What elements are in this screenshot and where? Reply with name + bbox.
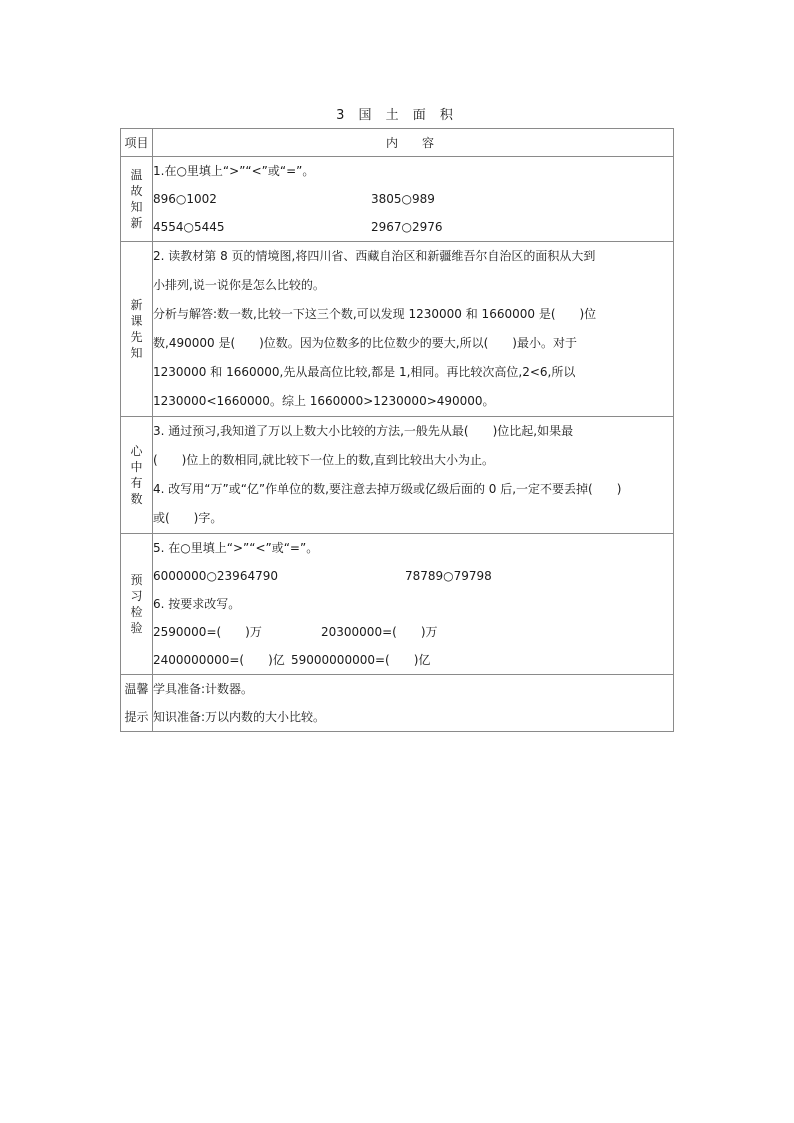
- compare-item: 3805○989: [371, 192, 435, 206]
- compare-item: 4554○5445: [153, 220, 225, 234]
- section-mind-label: 心 中 有 数: [121, 417, 153, 534]
- text-line: 2. 读教材第 8 页的情境图,将四川省、西藏自治区和新疆维吾尔自治区的面积从大到: [153, 249, 596, 263]
- compare-item: 2967○2976: [371, 220, 443, 234]
- section-mind-content: [153, 417, 674, 534]
- hint-line: 知识准备:万以内数的大小比较。: [153, 710, 326, 724]
- text-line: 4. 改写用“万”或“亿”作单位的数,要注意去掉万级或亿级后面的 0 后,一定不要丢掉( ): [153, 482, 622, 496]
- rewrite-item: 59000000000=( )亿: [291, 653, 431, 667]
- section-review: [121, 157, 674, 242]
- compare-item: 78789○79798: [405, 569, 492, 583]
- question-5-instruction: 5. 在○里填上“>”“<”或“=”。: [153, 541, 319, 555]
- section-check-content: [153, 534, 674, 675]
- question-6-row: [153, 618, 673, 646]
- text-line: 小排列,说一说你是怎么比较的。: [153, 278, 325, 292]
- section-hint-content: [153, 675, 674, 732]
- question-1-row: [153, 185, 673, 213]
- text-line: 分析与解答:数一数,比较一下这三个数,可以发现 1230000 和 1660000 是( )位: [153, 307, 597, 321]
- text-line: 3. 通过预习,我知道了万以上数大小比较的方法,一般先从最( )位比起,如果最: [153, 424, 574, 438]
- section-check: [121, 534, 674, 675]
- question-1-instruction: 1.在○里填上“>”“<”或“=”。: [153, 164, 315, 178]
- rewrite-item: 2590000=( )万: [153, 625, 262, 639]
- text-line: ( )位上的数相同,就比较下一位上的数,直到比较出大小为止。: [153, 453, 494, 467]
- text-line: 数,490000 是( )位数。因为位数多的比位数少的要大,所以( )最小。对于: [153, 336, 577, 350]
- page-title: 3 国 土 面 积: [336, 108, 458, 123]
- text-line: 1230000<1660000。综上 1660000>1230000>490000。: [153, 394, 495, 408]
- section-hint-label: 温馨 提示: [121, 675, 153, 732]
- text-line: 或( )字。: [153, 511, 223, 525]
- preview-table: [120, 128, 674, 732]
- text-line: 1230000 和 1660000,先从最高位比较,都是 1,相同。再比较次高位,2<6,所以: [153, 365, 576, 379]
- section-new: [121, 242, 674, 417]
- section-hint: [121, 675, 674, 732]
- rewrite-item: 20300000=( )万: [321, 625, 438, 639]
- section-new-content: [153, 242, 674, 417]
- question-6-row: [153, 646, 673, 674]
- question-6-instruction: 6. 按要求改写。: [153, 597, 241, 611]
- section-check-label: 预 习 检 验: [121, 534, 153, 675]
- section-review-label: 温 故 知 新: [121, 157, 153, 242]
- question-5-row: [153, 562, 673, 590]
- section-review-content: [153, 157, 674, 242]
- question-1-row: [153, 213, 673, 241]
- section-new-label: 新 课 先 知: [121, 242, 153, 417]
- section-mind: [121, 417, 674, 534]
- header-content-label: 内 容: [153, 129, 674, 157]
- compare-item: 6000000○23964790: [153, 569, 278, 583]
- rewrite-item: 2400000000=( )亿: [153, 653, 285, 667]
- compare-item: 896○1002: [153, 192, 217, 206]
- hint-line: 学具准备:计数器。: [153, 682, 254, 696]
- header-item-label: 项目: [121, 129, 153, 157]
- table-header-row: [121, 129, 674, 157]
